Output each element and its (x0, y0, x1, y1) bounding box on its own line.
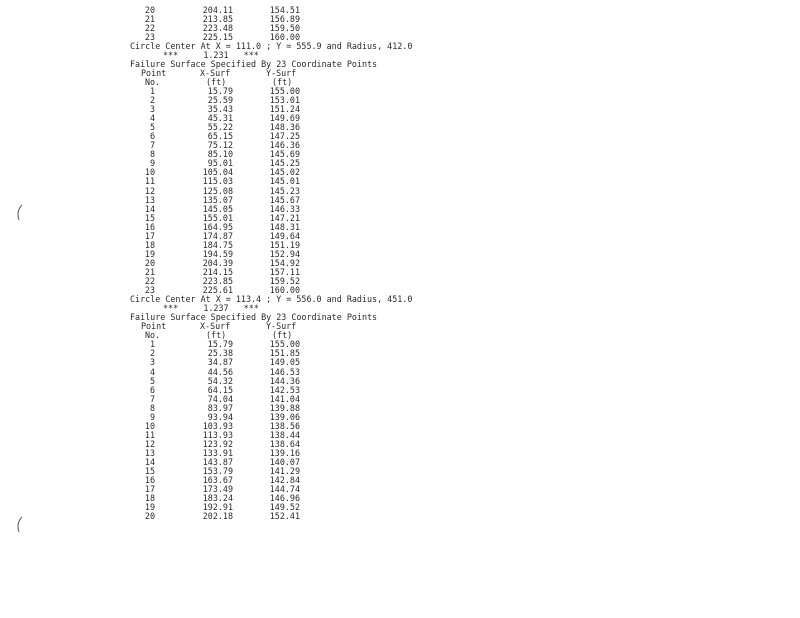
table-row (0, 150, 800, 159)
x-surf-value: 173.49 (202, 484, 233, 495)
table-row (0, 440, 800, 449)
table-row (0, 232, 800, 241)
table-row (0, 467, 800, 476)
y-surf-value: 149.05 (269, 357, 300, 368)
y-surf-value: 155.00 (269, 85, 300, 96)
point-number: 22 (144, 276, 155, 286)
y-surf-value: 152.94 (269, 248, 300, 259)
x-surf-value: 163.67 (202, 475, 233, 486)
point-number: 17 (144, 230, 155, 241)
table-row (0, 123, 800, 132)
col-header-no: No. (145, 76, 161, 87)
col-unit-y-surf: (ft) (272, 76, 293, 87)
table-row (0, 114, 800, 123)
x-surf-value: 25.38 (207, 348, 233, 359)
col-header-x-surf: X-Surf (200, 67, 231, 78)
x-surf-value: 105.04 (202, 167, 233, 178)
x-surf-value: 95.01 (207, 158, 233, 169)
point-number: 10 (144, 420, 155, 431)
table-row (0, 132, 800, 141)
y-surf-value: 149.64 (269, 230, 300, 241)
x-surf-value: 223.48 (202, 22, 233, 33)
table-row (0, 168, 800, 177)
table-row (0, 223, 800, 232)
x-surf-value: 34.87 (207, 357, 233, 368)
x-surf-value: 103.93 (202, 420, 233, 431)
point-number: 17 (144, 484, 155, 495)
x-surf-value: 155.01 (202, 212, 233, 223)
circle-center-line (0, 42, 800, 51)
x-surf-value: 143.87 (202, 457, 233, 467)
col-unit-y-surf: (ft) (272, 330, 293, 341)
x-surf-value: 93.94 (207, 411, 233, 422)
x-surf-value: 213.85 (202, 13, 233, 24)
y-surf-value: 152.41 (269, 511, 300, 522)
x-surf-value: 192.91 (202, 502, 233, 513)
col-unit-x-surf: (ft) (206, 330, 227, 341)
table-row (0, 358, 800, 367)
x-surf-value: 153.79 (202, 466, 233, 477)
point-number: 6 (149, 131, 155, 142)
point-number: 12 (144, 438, 155, 449)
x-surf-value: 204.39 (202, 257, 233, 268)
table-row (0, 196, 800, 205)
point-number: 20 (144, 4, 155, 15)
x-surf-value: 183.24 (202, 493, 233, 504)
point-number: 8 (149, 149, 155, 160)
x-surf-value: 85.10 (207, 149, 233, 160)
point-number: 10 (144, 167, 155, 178)
point-number: 16 (144, 475, 155, 486)
point-number: 11 (144, 176, 155, 187)
column-units-row (0, 78, 800, 87)
table-row (0, 458, 800, 467)
point-number: 19 (144, 502, 155, 513)
scan-mark-icon (15, 516, 25, 536)
safety-factor-text: *** 1.237 *** (163, 303, 259, 314)
x-surf-value: 113.93 (202, 429, 233, 440)
point-number: 23 (144, 31, 155, 42)
x-surf-value: 194.59 (202, 248, 233, 259)
x-surf-value: 75.12 (207, 140, 233, 151)
failure-surface-heading-text: Failure Surface Specified By 23 Coordinate Points (130, 58, 378, 69)
y-surf-value: 146.33 (269, 203, 300, 214)
table-row (0, 96, 800, 105)
x-surf-value: 64.15 (207, 384, 233, 395)
y-surf-value: 151.24 (269, 104, 300, 115)
col-header-x-surf: X-Surf (200, 321, 231, 332)
y-surf-value: 145.02 (269, 167, 300, 178)
x-surf-value: 25.59 (207, 95, 233, 105)
table-row (0, 187, 800, 196)
point-number: 21 (144, 266, 155, 277)
table-row (0, 6, 800, 15)
point-number: 4 (149, 366, 155, 377)
table-row (0, 15, 800, 24)
table-row (0, 413, 800, 422)
table-row (0, 503, 800, 512)
point-number: 23 (144, 285, 155, 296)
x-surf-value: 135.07 (202, 194, 233, 205)
y-surf-value: 142.84 (269, 475, 300, 486)
x-surf-value: 164.95 (202, 221, 233, 232)
y-surf-value: 146.36 (269, 140, 300, 151)
table-row (0, 340, 800, 349)
point-number: 22 (144, 22, 155, 33)
point-number: 21 (144, 13, 155, 24)
table-row (0, 395, 800, 404)
y-surf-value: 144.74 (269, 484, 300, 495)
y-surf-value: 138.56 (269, 420, 300, 431)
col-unit-x-surf: (ft) (206, 76, 227, 87)
point-number: 20 (144, 257, 155, 268)
y-surf-value: 151.85 (269, 348, 300, 359)
table-row (0, 512, 800, 521)
failure-surface-heading (0, 313, 800, 322)
y-surf-value: 155.00 (269, 339, 300, 350)
y-surf-value: 154.92 (269, 257, 300, 268)
point-number: 15 (144, 466, 155, 477)
point-number: 1 (149, 85, 155, 96)
table-row (0, 431, 800, 440)
y-surf-value: 145.01 (269, 176, 300, 187)
point-number: 18 (144, 493, 155, 504)
col-header-y-surf: Y-Surf (266, 67, 297, 78)
y-surf-value: 159.50 (269, 22, 300, 33)
y-surf-value: 139.88 (269, 402, 300, 413)
y-surf-value: 156.89 (269, 13, 300, 24)
x-surf-value: 15.79 (207, 339, 233, 350)
point-number: 4 (149, 113, 155, 124)
x-surf-value: 54.32 (207, 375, 233, 386)
safety-factor-line (0, 304, 800, 313)
table-row (0, 214, 800, 223)
table-row (0, 241, 800, 250)
point-number: 1 (149, 339, 155, 350)
y-surf-value: 138.64 (269, 438, 300, 449)
column-header-row (0, 322, 800, 331)
table-row (0, 386, 800, 395)
table-row (0, 422, 800, 431)
y-surf-value: 145.69 (269, 149, 300, 160)
point-number: 14 (144, 457, 155, 467)
point-number: 18 (144, 239, 155, 250)
table-row (0, 105, 800, 114)
y-surf-value: 148.36 (269, 122, 300, 133)
point-number: 6 (149, 384, 155, 395)
y-surf-value: 140.07 (269, 457, 300, 467)
x-surf-value: 184.75 (202, 239, 233, 250)
x-surf-value: 55.22 (207, 122, 233, 133)
y-surf-value: 144.36 (269, 375, 300, 386)
x-surf-value: 115.03 (202, 176, 233, 187)
point-number: 2 (149, 95, 155, 105)
y-surf-value: 142.53 (269, 384, 300, 395)
point-number: 13 (144, 194, 155, 205)
point-number: 14 (144, 203, 155, 214)
point-number: 3 (149, 104, 155, 115)
point-number: 5 (149, 375, 155, 386)
point-number: 20 (144, 511, 155, 522)
y-surf-value: 141.29 (269, 466, 300, 477)
point-number: 9 (149, 158, 155, 169)
y-surf-value: 139.06 (269, 411, 300, 422)
x-surf-value: 214.15 (202, 266, 233, 277)
y-surf-value: 139.16 (269, 447, 300, 458)
y-surf-value: 160.00 (269, 31, 300, 42)
y-surf-value: 160.00 (269, 285, 300, 296)
y-surf-value: 151.19 (269, 239, 300, 250)
x-surf-value: 204.11 (202, 4, 233, 15)
x-surf-value: 123.92 (202, 438, 233, 449)
point-number: 8 (149, 402, 155, 413)
x-surf-value: 225.15 (202, 31, 233, 42)
col-header-point: Point (141, 321, 167, 332)
x-surf-value: 125.08 (202, 185, 233, 196)
x-surf-value: 83.97 (207, 402, 233, 413)
y-surf-value: 147.25 (269, 131, 300, 142)
point-number: 13 (144, 447, 155, 458)
y-surf-value: 141.04 (269, 393, 300, 404)
point-number: 7 (149, 393, 155, 404)
table-row (0, 277, 800, 286)
table-row (0, 87, 800, 96)
table-row (0, 449, 800, 458)
y-surf-value: 145.67 (269, 194, 300, 205)
table-row (0, 205, 800, 214)
point-number: 16 (144, 221, 155, 232)
x-surf-value: 74.04 (207, 393, 233, 404)
column-units-row (0, 331, 800, 340)
point-number: 5 (149, 122, 155, 133)
y-surf-value: 146.53 (269, 366, 300, 377)
failure-surface-heading-text: Failure Surface Specified By 23 Coordinate Points (130, 312, 378, 323)
x-surf-value: 225.61 (202, 285, 233, 296)
table-row (0, 177, 800, 186)
x-surf-value: 45.31 (207, 113, 233, 124)
y-surf-value: 148.31 (269, 221, 300, 232)
failure-surface-heading (0, 60, 800, 69)
point-number: 3 (149, 357, 155, 368)
table-row (0, 259, 800, 268)
safety-factor-text: *** 1.231 *** (163, 49, 259, 60)
x-surf-value: 145.05 (202, 203, 233, 214)
table-row (0, 141, 800, 150)
table-row (0, 268, 800, 277)
table-row (0, 494, 800, 503)
point-number: 11 (144, 429, 155, 440)
x-surf-value: 174.87 (202, 230, 233, 241)
circle-center-line (0, 295, 800, 304)
point-number: 12 (144, 185, 155, 196)
y-surf-value: 159.52 (269, 276, 300, 286)
table-row (0, 404, 800, 413)
point-number: 9 (149, 411, 155, 422)
col-header-point: Point (141, 67, 167, 78)
x-surf-value: 44.56 (207, 366, 233, 377)
circle-center-text: Circle Center At X = 113.4 ; Y = 556.0 and Radius, 451.0 (130, 294, 413, 305)
y-surf-value: 157.11 (269, 266, 300, 277)
point-number: 7 (149, 140, 155, 151)
column-header-row (0, 69, 800, 78)
y-surf-value: 154.51 (269, 4, 300, 15)
y-surf-value: 153.01 (269, 95, 300, 105)
x-surf-value: 65.15 (207, 131, 233, 142)
col-header-y-surf: Y-Surf (266, 321, 297, 332)
scan-mark-icon (15, 204, 25, 224)
y-surf-value: 149.52 (269, 502, 300, 513)
table-row (0, 368, 800, 377)
x-surf-value: 133.91 (202, 447, 233, 458)
y-surf-value: 146.96 (269, 493, 300, 504)
circle-center-text: Circle Center At X = 111.0 ; Y = 555.9 and Radius, 412.0 (130, 40, 413, 51)
point-number: 2 (149, 348, 155, 359)
y-surf-value: 149.69 (269, 113, 300, 124)
y-surf-value: 145.23 (269, 185, 300, 196)
table-row (0, 485, 800, 494)
x-surf-value: 35.43 (207, 104, 233, 115)
col-header-no: No. (145, 330, 161, 341)
x-surf-value: 15.79 (207, 85, 233, 96)
x-surf-value: 223.85 (202, 276, 233, 286)
point-number: 19 (144, 248, 155, 259)
point-number: 15 (144, 212, 155, 223)
x-surf-value: 202.18 (202, 511, 233, 522)
y-surf-value: 147.21 (269, 212, 300, 223)
table-row (0, 377, 800, 386)
table-row (0, 250, 800, 259)
y-surf-value: 138.44 (269, 429, 300, 440)
y-surf-value: 145.25 (269, 158, 300, 169)
table-row (0, 159, 800, 168)
table-row (0, 349, 800, 358)
table-row (0, 24, 800, 33)
table-row (0, 476, 800, 485)
safety-factor-line (0, 51, 800, 60)
